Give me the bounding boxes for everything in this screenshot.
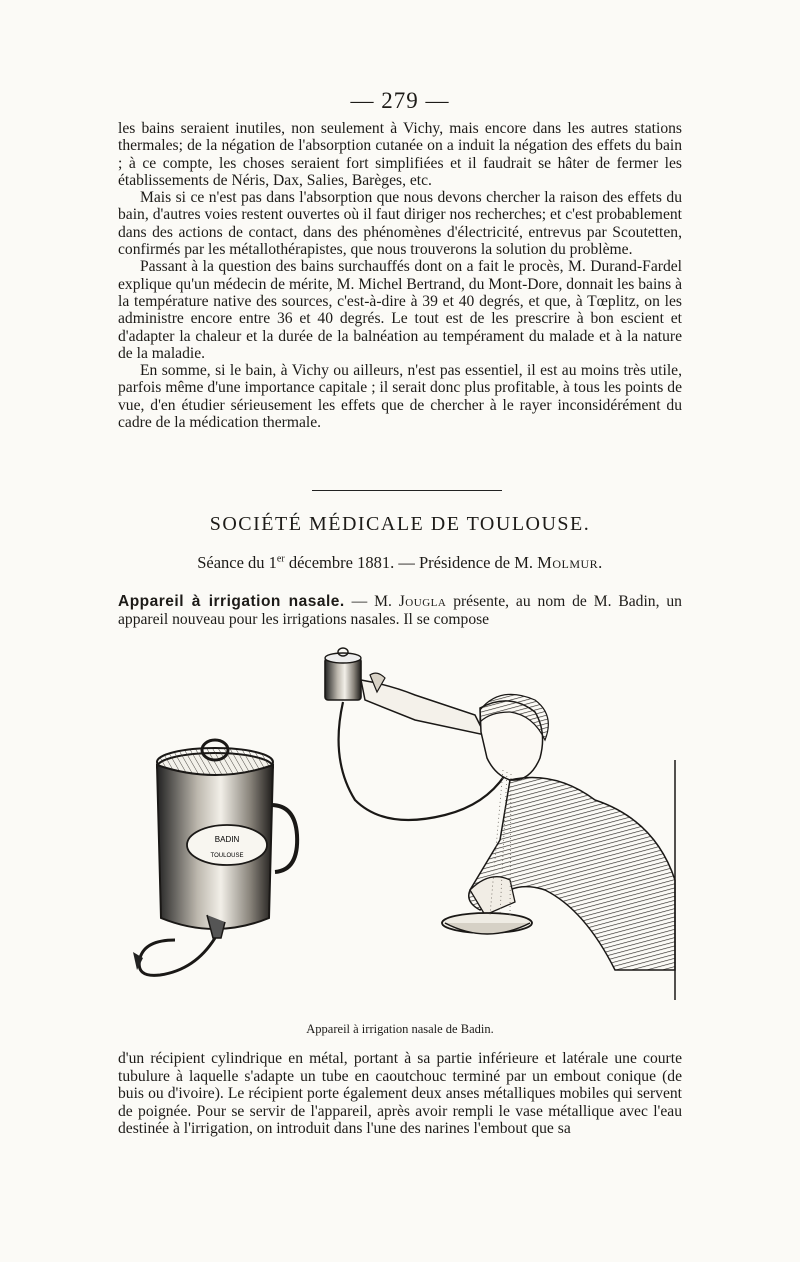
paragraph-4: En somme, si le bain, à Vichy ou ailleurs, n'est pas essentiel, il est au moins très utile, parfois même d'une importance capitale ; il serait donc plus profitable, à tous les points de vue, d'en étudier sérieusement les effets que de chercher à le rayer inconsidérément du cadre de la médication thermale. [118,362,682,432]
vessel-label-top: BADIN [214,835,240,844]
seance-line [0,553,800,573]
man-figure-drawing [361,673,675,1000]
figure-caption: Appareil à irrigation nasale de Badin. [306,1022,494,1036]
article-intro [118,593,682,629]
article-dash: — M. [344,593,399,610]
paragraph-1: les bains seraient inutiles, non seulement à Vichy, mais encore dans les autres stations thermales; de la négation de l'absorption cutanée on a induit la négation des effets du bain ; à ce compte, les choses seraient fort simplifiées et il faudrait se hâter de fermer les établissements de Néris, Dax, Salies, Barèges, etc. [118,120,682,189]
seance-prefix: Séance du 1 [197,553,277,572]
society-title: SOCIÉTÉ MÉDICALE DE TOULOUSE. [209,513,591,535]
article-presenter: Jougla [398,593,447,610]
irrigation-apparatus-engraving [115,640,695,1020]
large-vessel-drawing [133,740,297,975]
continuation-paragraph: d'un récipient cylindrique en métal, portant à sa partie inférieure et latérale une courte tubulure à laquelle s'adapte un tube en caoutchouc terminé par un embout conique (de buis ou d'ivoire). Le récipient porte également deux anses métalliques mobiles qui servent de poignée. Pour se servir de l'appareil, après avoir rempli le vase métallique avec l'eau destinée à l'irrigation, on introduit dans l'une des narines l'embout que sa [118,1050,682,1137]
vessel-label-bottom: TOULOUSE [210,853,244,859]
page-number: — 279 — [350,88,450,113]
paragraph-3: Passant à la question des bains surchauffés dont on a fait le procès, M. Durand-Fardel explique qu'un médecin de mérite, M. Michel Bertrand, du Mont-Dore, donnait les bains à la température native des sources, c'est-à-dire à 39 et 40 degrés, et que, à Tœplitz, on les administre encore entre 36 et 40 degrés. Le tout est de les prescrire à bon escient et d'adapter la chaleur et la durée de la balnéation au tempérament du malade et à la nature de la maladie. [118,258,682,362]
article-text: présente, au nom de M. Badin, un appareil nouveau pour les irrigations nasales. Il se compose [118,593,682,628]
section-divider [312,490,502,491]
seance-president: Molmur. [537,553,603,572]
article-heading: Appareil à irrigation nasale. [118,593,345,610]
seance-middle: décembre 1881. — Présidence de M. [284,553,538,572]
continuation-text [118,1050,682,1138]
body-text [118,120,682,431]
seance-sup: er [276,553,285,565]
paragraph-2: Mais si ce n'est pas dans l'absorption que nous devons chercher la raison des effets du bain, d'autres voies restent ouvertes où il faut diriger nos recherches; et c'est probablement dans des actions de contact, dans des phénomènes d'électricité, entrevus par Scoutetten, confirmés par les métallothérapistes, que nous trouverons la solution du problème. [118,189,682,259]
